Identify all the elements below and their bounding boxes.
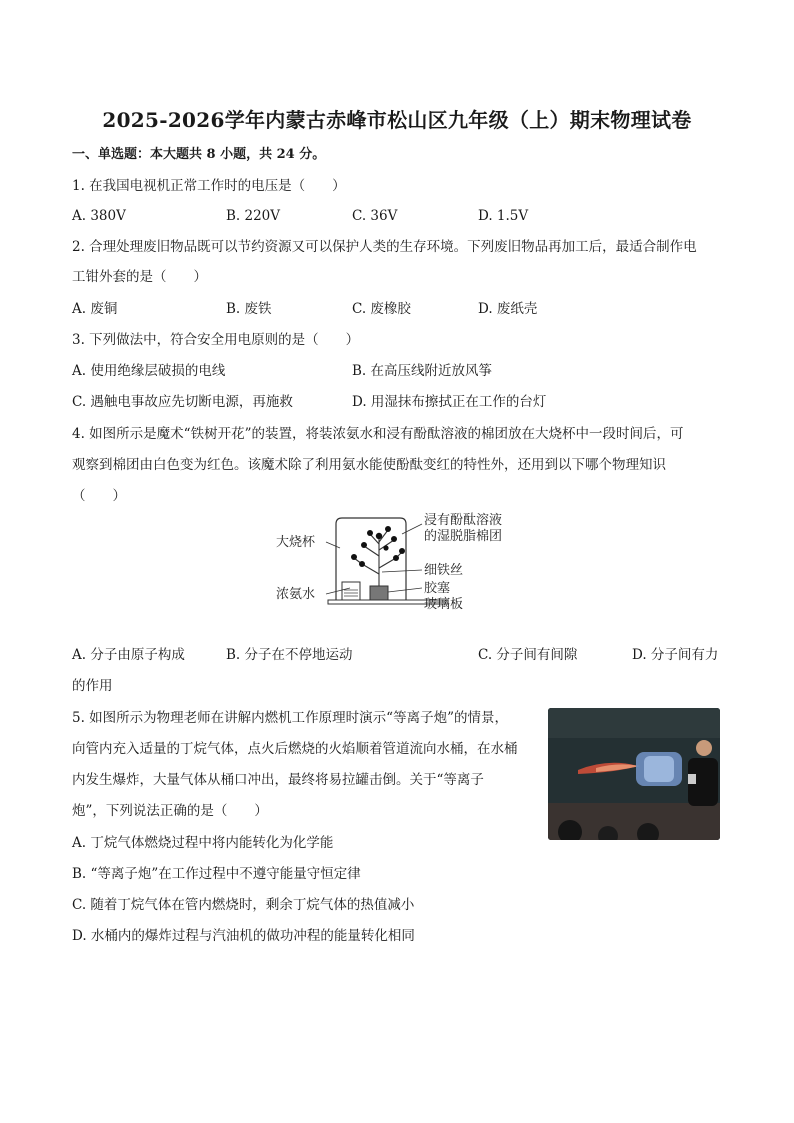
label-rubber-plug: 胶塞 [424, 581, 451, 596]
plasma-cannon-photo [548, 708, 720, 840]
question-4-stem-line2: 观察到棉团由白色变为红色。该魔术除了利用氨水能使酚酞变红的特性外，还用到以下哪个物理知识 [72, 457, 666, 473]
q4-option-b: B. 分子在不停地运动 [226, 647, 353, 663]
question-5-stem-line1: 5. 如图所示为物理老师在讲解内燃机工作原理时演示“等离子炮”的情景， [72, 710, 508, 726]
q1-option-d: D. 1.5V [478, 208, 529, 224]
label-big-beaker: 大烧杯 [276, 535, 316, 550]
q5-option-c: C. 随着丁烷气体在管内燃烧时，剩余丁烷气体的热值减小 [72, 897, 415, 913]
q4-option-c: C. 分子间有间隙 [478, 647, 578, 663]
q1-option-c: C. 36V [352, 208, 398, 224]
label-iron-wire: 细铁丝 [424, 563, 464, 578]
question-2-stem-line1: 2. 合理处理废旧物品既可以节约资源又可以保护人类的生存环境。下列废旧物品再加工后，最适合制作电 [72, 239, 697, 255]
q2-option-b: B. 废铁 [226, 301, 272, 317]
label-cotton-line2: 的湿脱脂棉团 [424, 529, 503, 544]
q4-option-a: A. 分子由原子构成 [72, 647, 185, 663]
q3-option-b: B. 在高压线附近放风筝 [352, 363, 493, 379]
q2-option-c: C. 废橡胶 [352, 301, 411, 317]
cotton-balls-shape [351, 526, 405, 567]
q1-option-a: A. 380V [72, 208, 126, 224]
label-ammonia: 浓氨水 [276, 587, 316, 602]
question-5-stem-line3: 内发生爆炸，大量气体从桶口冲出，最终将易拉罐击倒。关于“等离子 [72, 772, 484, 788]
rubber-plug-shape [370, 586, 388, 600]
question-5-stem-line2: 向管内充入适量的丁烷气体，点火后燃烧的火焰顺着管道流向水桶，在水桶 [72, 741, 518, 757]
q2-option-a: A. 废铜 [72, 301, 118, 317]
question-4-stem-line3: （ ） [72, 488, 126, 504]
small-beaker-shape [342, 582, 360, 600]
question-1-stem: 1. 在我国电视机正常工作时的电压是（ ） [72, 178, 346, 194]
q5-option-a: A. 丁烷气体燃烧过程中将内能转化为化学能 [72, 835, 334, 851]
q4-option-d: D. 分子间有力 [632, 647, 719, 663]
q5-option-b: B. “等离子炮”在工作过程中不遵守能量守恒定律 [72, 866, 361, 882]
q2-option-d: D. 废纸壳 [478, 301, 538, 317]
question-4-stem-line1: 4. 如图所示是魔术“铁树开花”的装置，将装浓氨水和浸有酚酞溶液的棉团放在大烧杯中一段时间后，可 [72, 426, 684, 442]
question-2-stem-line2: 工钳外套的是（ ） [72, 269, 207, 285]
q3-option-d: D. 用湿抹布擦拭正在工作的台灯 [352, 394, 547, 410]
q3-option-a: A. 使用绝缘层破损的电线 [72, 363, 226, 379]
iron-tree-apparatus-figure [270, 508, 540, 620]
section-heading: 一、单选题：本大题共 8 小题，共 24 分。 [72, 147, 326, 162]
q3-option-c: C. 遇触电事故应先切断电源，再施救 [72, 394, 293, 410]
label-glass-plate: 玻璃板 [424, 597, 464, 612]
question-3-stem: 3. 下列做法中，符合安全用电原则的是（ ） [72, 332, 360, 348]
q1-option-b: B. 220V [226, 208, 281, 224]
q5-option-d: D. 水桶内的爆炸过程与汽油机的做功冲程的能量转化相同 [72, 928, 415, 944]
exam-title: 2025-2026学年内蒙古赤峰市松山区九年级（上）期末物理试卷 [102, 108, 692, 132]
label-cotton-line1: 浸有酚酞溶液 [424, 513, 503, 528]
question-5-stem-line4: 炮”，下列说法正确的是（ ） [72, 803, 268, 819]
q4-option-d-continued: 的作用 [72, 678, 113, 694]
